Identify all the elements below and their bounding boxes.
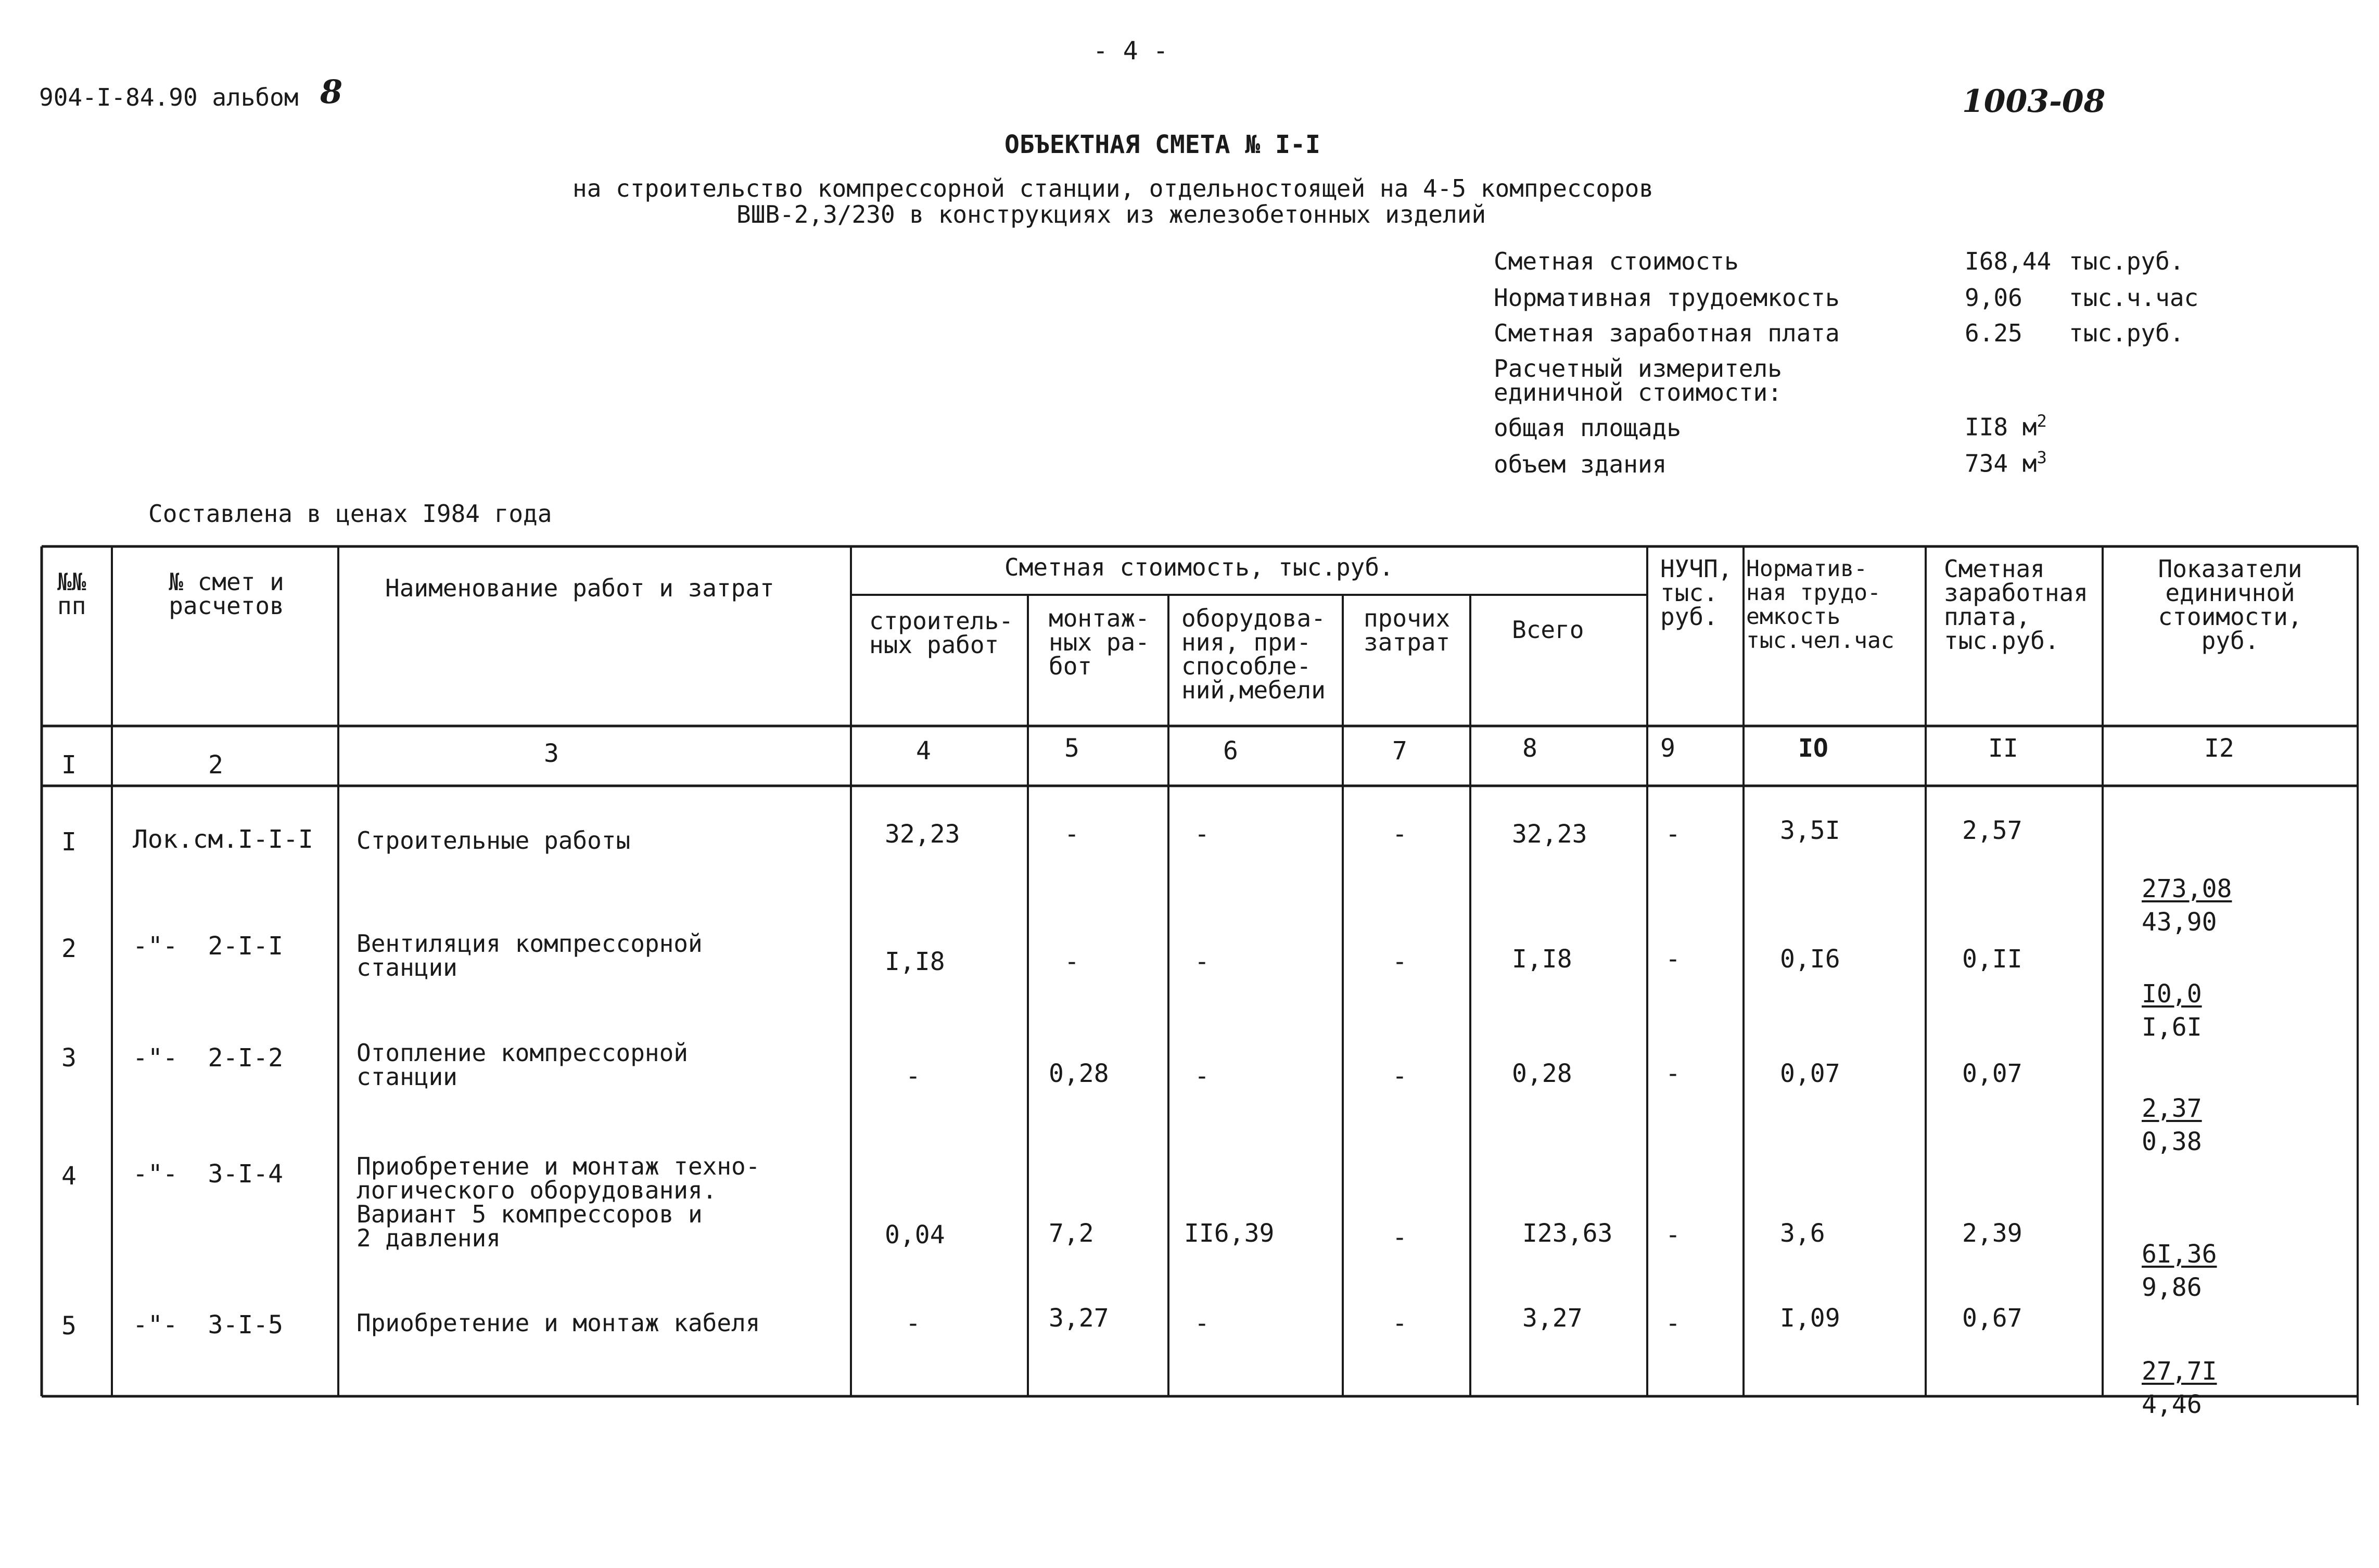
col-header-total: Всего (1512, 616, 1584, 644)
summary-label: Нормативная трудоемкость (1494, 284, 1840, 312)
column-number: 4 (916, 736, 931, 766)
cell-installation: - (1064, 820, 1079, 849)
cell-wages: 2,57 (1962, 816, 2022, 845)
summary-unit: тыс.руб. (2069, 319, 2184, 347)
summary-label: объем здания (1494, 450, 1667, 478)
col-header-ref: № смет и расчетов (169, 568, 284, 620)
summary-unit: тыс.ч.час (2069, 284, 2199, 312)
cell-other: - (1392, 947, 1407, 976)
cell-wages: 0,67 (1962, 1304, 2022, 1333)
cell-labor: 3,5I (1780, 816, 1840, 845)
cell-number: 5 (61, 1311, 77, 1341)
cell-number: 4 (61, 1162, 77, 1191)
page-title: ОБЪЕКТНАЯ СМЕТА № I-I (1004, 130, 1320, 159)
summary-unit: тыс.руб. (2069, 247, 2184, 275)
cell-ref: Лок.см.I-I-I (133, 825, 313, 854)
cell-wages: 0,07 (1962, 1059, 2022, 1088)
summary-label: Сметная стоимость (1494, 247, 1739, 275)
cell-wages: 0,II (1962, 945, 2022, 974)
cell-ref: -"- 2-I-2 (133, 1043, 283, 1073)
column-number: 5 (1064, 734, 1079, 763)
column-number: IО (1798, 734, 1828, 763)
page-number: - 4 - (1093, 36, 1168, 66)
cell-equipment: - (1194, 1309, 1210, 1338)
cell-indicators: $\frac{27,7I}{4,46}$ (2142, 1357, 2217, 1419)
cell-number: I (61, 827, 77, 857)
summary-value: 734 $м^3$ (1965, 448, 2047, 478)
cell-construction: - (906, 1309, 921, 1338)
column-number: 9 (1660, 734, 1675, 763)
cell-other: - (1392, 1223, 1407, 1252)
summary-label: Сметная заработная плата (1494, 319, 1840, 347)
summary-value: 9,06 (1965, 284, 2022, 312)
cell-construction: - (906, 1062, 921, 1091)
cell-other: - (1392, 820, 1407, 849)
cell-labor: 0,I6 (1780, 945, 1840, 974)
cell-equipment: - (1194, 947, 1210, 976)
column-number: 8 (1522, 734, 1537, 763)
cell-nuchp: - (1665, 1059, 1681, 1088)
column-number: 2 (208, 750, 223, 780)
column-number: II (1988, 734, 2018, 763)
col-header-labor: Норматив- ная трудо- емкость тыс.чел.час (1746, 556, 1894, 654)
cell-installation: 0,28 (1049, 1059, 1109, 1088)
cell-labor: I,09 (1780, 1304, 1840, 1333)
cell-construction: I,I8 (885, 947, 945, 976)
document-code: 904-I-84.90 альбом (39, 83, 299, 111)
prices-note: Составлена в ценах I984 года (148, 500, 552, 528)
col-header-name: Наименование работ и затрат (385, 574, 774, 602)
cell-name: Приобретение и монтаж техно- логического оборудования. Вариант 5 компрессоров и 2 давления (357, 1152, 760, 1252)
cell-number: 3 (61, 1043, 77, 1073)
cell-total: 32,23 (1512, 820, 1587, 849)
col-header-group-cost: Сметная стоимость, тыс.руб. (1004, 553, 1394, 581)
column-number: 6 (1223, 736, 1238, 766)
col-header-installation: монтаж- ных ра- бот (1049, 604, 1150, 680)
cell-total: 3,27 (1522, 1304, 1583, 1333)
cell-total: I23,63 (1522, 1219, 1613, 1248)
cell-nuchp: - (1665, 945, 1681, 974)
cell-name: Отопление компрессорной станции (357, 1039, 688, 1091)
cell-installation: 7,2 (1049, 1219, 1094, 1248)
cell-ref: -"- 3-I-5 (133, 1310, 283, 1340)
summary-value: I68,44 (1965, 247, 2052, 275)
cell-installation: - (1064, 947, 1079, 976)
cell-indicators: $\frac{273,08}{43,90}$ (2142, 874, 2232, 937)
cell-other: - (1392, 1062, 1407, 1091)
column-number: 7 (1392, 736, 1407, 766)
col-header-number: №№ пп (57, 568, 86, 620)
col-header-indicators: Показатели единичной стоимости, руб. (2158, 555, 2302, 655)
cell-nuchp: - (1665, 1220, 1681, 1250)
cell-ref: -"- 2-I-I (133, 932, 283, 961)
cell-construction: 0,04 (885, 1220, 945, 1250)
col-header-nuchp: НУЧП, тыс. руб. (1660, 555, 1733, 631)
column-number: 3 (544, 739, 559, 768)
cell-total: I,I8 (1512, 945, 1572, 974)
title-line-1: на строительство компрессорной станции, отдельностоящей на 4-5 компрессоров (573, 174, 1654, 202)
cell-nuchp: - (1665, 820, 1681, 849)
title-line-2: ВШВ-2,3/230 в конструкциях из железобетонных изделий (736, 200, 1486, 228)
cell-wages: 2,39 (1962, 1219, 2022, 1248)
cell-other: - (1392, 1309, 1407, 1338)
cell-construction: 32,23 (885, 820, 960, 849)
summary-label: Расчетный измеритель единичной стоимости: (1494, 354, 1782, 406)
cell-indicators: $\frac{6I,36}{9,86}$ (2142, 1240, 2217, 1302)
cell-installation: 3,27 (1049, 1304, 1109, 1333)
summary-value: 6.25 (1965, 319, 2022, 347)
album-number: 8 (320, 73, 343, 111)
cell-name: Приобретение и монтаж кабеля (357, 1309, 760, 1337)
cell-labor: 3,6 (1780, 1219, 1825, 1248)
cell-ref: -"- 3-I-4 (133, 1159, 283, 1189)
col-header-other: прочих затрат (1364, 604, 1451, 656)
cell-indicators: $\frac{2,37}{0,38}$ (2142, 1094, 2202, 1156)
cell-name: Строительные работы (357, 826, 631, 855)
column-number: I (61, 750, 77, 780)
cell-number: 2 (61, 934, 77, 963)
col-header-wages: Сметная заработная плата, тыс.руб. (1944, 555, 2088, 655)
cell-equipment: II6,39 (1184, 1219, 1275, 1248)
cell-nuchp: - (1665, 1309, 1681, 1338)
cell-equipment: - (1194, 820, 1210, 849)
col-header-equipment: оборудова- ния, при- способле- ний,мебели (1181, 604, 1326, 704)
col-header-construction: строитель- ных работ (869, 607, 1013, 659)
document-stamp: 1003-08 (1962, 83, 2106, 120)
summary-label: общая площадь (1494, 414, 1682, 442)
cell-name: Вентиляция компрессорной станции (357, 929, 703, 981)
column-number: I2 (2204, 734, 2234, 763)
summary-value: II8 $м^2$ (1965, 411, 2047, 441)
cell-labor: 0,07 (1780, 1059, 1840, 1088)
cell-total: 0,28 (1512, 1059, 1572, 1088)
cell-equipment: - (1194, 1062, 1210, 1091)
cell-indicators: $\frac{I0,0}{I,6I}$ (2142, 979, 2202, 1042)
